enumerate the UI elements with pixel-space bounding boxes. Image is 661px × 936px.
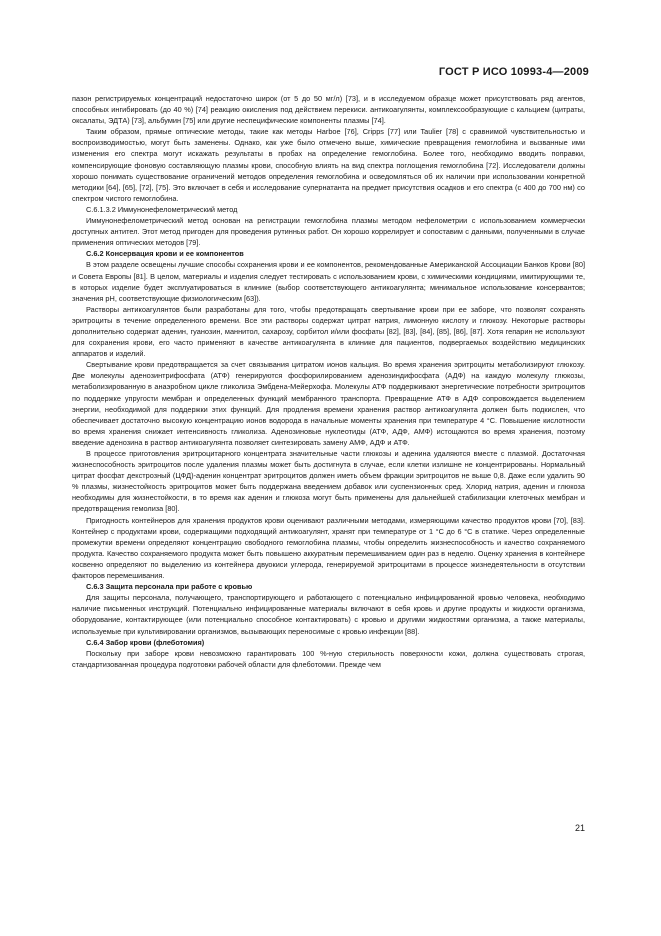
paragraph: Растворы антикоагулянтов были разработаны для того, чтобы предотвращать свертывание крови при ее заборе, что позволят сохранять эритроциты в течение определенного времени. Все эти растворы содержат цитрат натрия, лимонную кислоту и глюкозу. Некоторые растворы дополнительно содержат аденин, гуанозин, маннитол, сахарозу, сорбитол и/или фосфаты [82], [83], [84], [85], [86], [87]. Хотя гепарин не используют для сохранения крови, его часто применяют в качестве антикоагулянта в клинике для пациентов, подвергаемых воздействию медицинских аппаратов и изделий. (72, 304, 585, 359)
section-title: Защита персонала при работе с кровью (105, 582, 253, 592)
paragraph: Поскольку при заборе крови невозможно гарантировать 100 %-ную стерильность поверхности кожи, должна существовать строгая, стандартизованная процедура подготовки рабочей области для флеботомии. Прежде чем (72, 648, 585, 669)
section-number: С.6.4 (86, 637, 104, 647)
paragraph: Иммунонефелометрический метод основан на регистрации гемоглобина плазмы методом нефелометрии с использованием коммерчески доступных антител. Этот метод пригоден для проведения рутинных работ. Он хорошо коррелирует и сопоставим с данными, полученными в случае применения оптических методов [79]. (72, 216, 585, 248)
paragraph: Для защиты персонала, получающего, транспортирующего и работающего с потенциально инфицированной кровью человека, необходимо наличие письменных инструкций. Потенциально инфицированные материалы включают в себя кровь и другие продукты и жидкости организма, оборудование, контактирующее (или потенциально способное контактировать) с кровью и другими жидкостями организма, а также материалы, используемые при культивировании организмов, вызывающих переносимые с кровью инфекции [88]. (72, 593, 585, 636)
paragraph: Таким образом, прямые оптические методы, такие как методы Harboe [76], Cripps [77] или Taulier [78] с сравнимой чувствительностью и воспроизводимостью, могут быть заменены. Однако, как уже было отмечено выше, химические превращения гемоглобина и вызванные ими изменения его спектра могут искажать результаты в пробах на определение гемоглобина. Более того, необходимо вводить поправки, компенсирующие фоновую составляющую плазмы крови, способную влиять на вид спектра поглощения гемоглобина [72]. Исследователи должны хорошо понимать существование ограничений методов определения гемоглобина и осведомляться об их наличии при использовании конкретной методики [64], [65], [72], [75]. Это включает в себя и исследование супернатанта на предмет присутствия осадков и его спектра (с 400 до 700 нм) со спектром чистого гемоглобина. (72, 127, 585, 203)
paragraph: пазон регистрируемых концентраций недостаточно широк (от 5 до 50 мг/л) [73], и в исследуемом образце может присутствовать ряд агентов, способных ингибировать (до 40 %) [74] реакцию окисления под действием перекиси. антикоагулянты, комплексообразующие с кальцием (цитраты, оксалаты, ЭДТА) [73], альбумин [75] или другие неспецифические компоненты плазмы [74]. (72, 94, 585, 126)
page-number: 21 (574, 823, 585, 833)
section-number: С.6.2 (86, 249, 104, 259)
paragraph: В этом разделе освещены лучшие способы сохранения крови и ее компонентов, рекомендованные Американской Ассоциации Банков Крови [80] и Совета Европы [81]. В целом, материалы и изделия следует тестировать с использованием крови, с химическими кондициями, имитирующими те, в которых изделие будет эксплуатироваться в клинике (выбор соответствующего антикоагулянта; минимальное использование консервантов; значения pH, соответствующие физиологическим [63]). (72, 260, 585, 303)
subsection-heading: С.6.1.3.2 Иммунонефелометрический метод (86, 204, 238, 214)
page-body (72, 93, 585, 670)
paragraph: В процессе приготовления эритроцитарного концентрата значительные части глюкозы и аденина удаляются вместе с плазмой. Достаточная жизнеспособность эритроцитов после удаления плазмы может быть достигнута в случае, если клетки излишне не концентрированы. Нормальный цитрат фосфат декстрозный (ЦФД)-аденин концентрат эритроцитов должен иметь объем фракции эритроцитов не выше 0,8. Даже если удалить 90 % плазмы, жизнестойкость эритроцитов может быть поддержана введением добавок или суспензионных сред. Хлорид натрия, аденин и глюкоза необходимы для жизнестойкости, в то время как аденин и глюкоза могут быть применены для дальнейшей стабилизации клеточных мембран и предотвращения гемолиза [80]. (72, 449, 585, 514)
section-heading (72, 581, 585, 592)
section-heading (72, 637, 585, 648)
section-title: Забор крови (флеботомия) (105, 637, 205, 647)
section-number: С.6.3 (86, 582, 104, 592)
paragraph: Свертывание крови предотвращается за счет связывания цитратом ионов кальция. Во время хранения эритроциты метаболизируют глюкозу. Две молекулы аденозинтрифосфата (АТФ) генерируются фосфорилированием аденозиндифосфата (АДФ) на каждую молекулу глюкозы, метаболизированную в анаэробном цикле гликолиза Эмбдена-Мейерхофа. Молекулы АТФ поддерживают энергетические потребности эритроцитов по поддержке упругости мембран и определенных функций мембранного транспорта. Превращение АТФ в АДФ сопровождается выделением энергии, необходимой для поддержки этих функций. Для продления времени хранения раствор антикоагулянта должен быть подкислен, что обеспечивает достаточно высокую концентрацию ионов водорода в начальные моменты хранения при температуре 4 °С. Повышение кислотности во время хранения снижает интенсивность гликолиза. Аденозиновые нуклеотиды (АТФ, АДФ, АМФ) истощаются во время хранения, поэтому введение аденозина в раствор антикоагулянта позволяет синтезировать замену АМФ, АДФ и АТФ. (72, 360, 585, 447)
paragraph: Пригодность контейнеров для хранения продуктов крови оценивают различными методами, измеряющими качество продуктов крови [70], [83]. Контейнер с продуктами крови, содержащими подходящий антикоагулянт, хранят при температуре от 1 °С до 6 °С в статике. Через определенные промежутки времени определяют концентрацию свободного гемоглобина плазмы, чтобы определить жизнеспособность и качество сохраняемого продукта. Качество сохраняемого продукта может быть повышено аккуратным перемешиванием один раз в неделю. Оценку хранения в контейнере косвенно определяют по выделению из контейнера двуокиси углерода, генерируемой эритроцитами в процессе жизнедеятельности в отсутствии факторов перемешивания. (72, 515, 585, 581)
section-title: Консервация крови и ее компонентов (105, 249, 244, 259)
document-header: ГОСТ Р ИСО 10993-4—2009 (438, 66, 589, 78)
section-heading (72, 248, 585, 259)
